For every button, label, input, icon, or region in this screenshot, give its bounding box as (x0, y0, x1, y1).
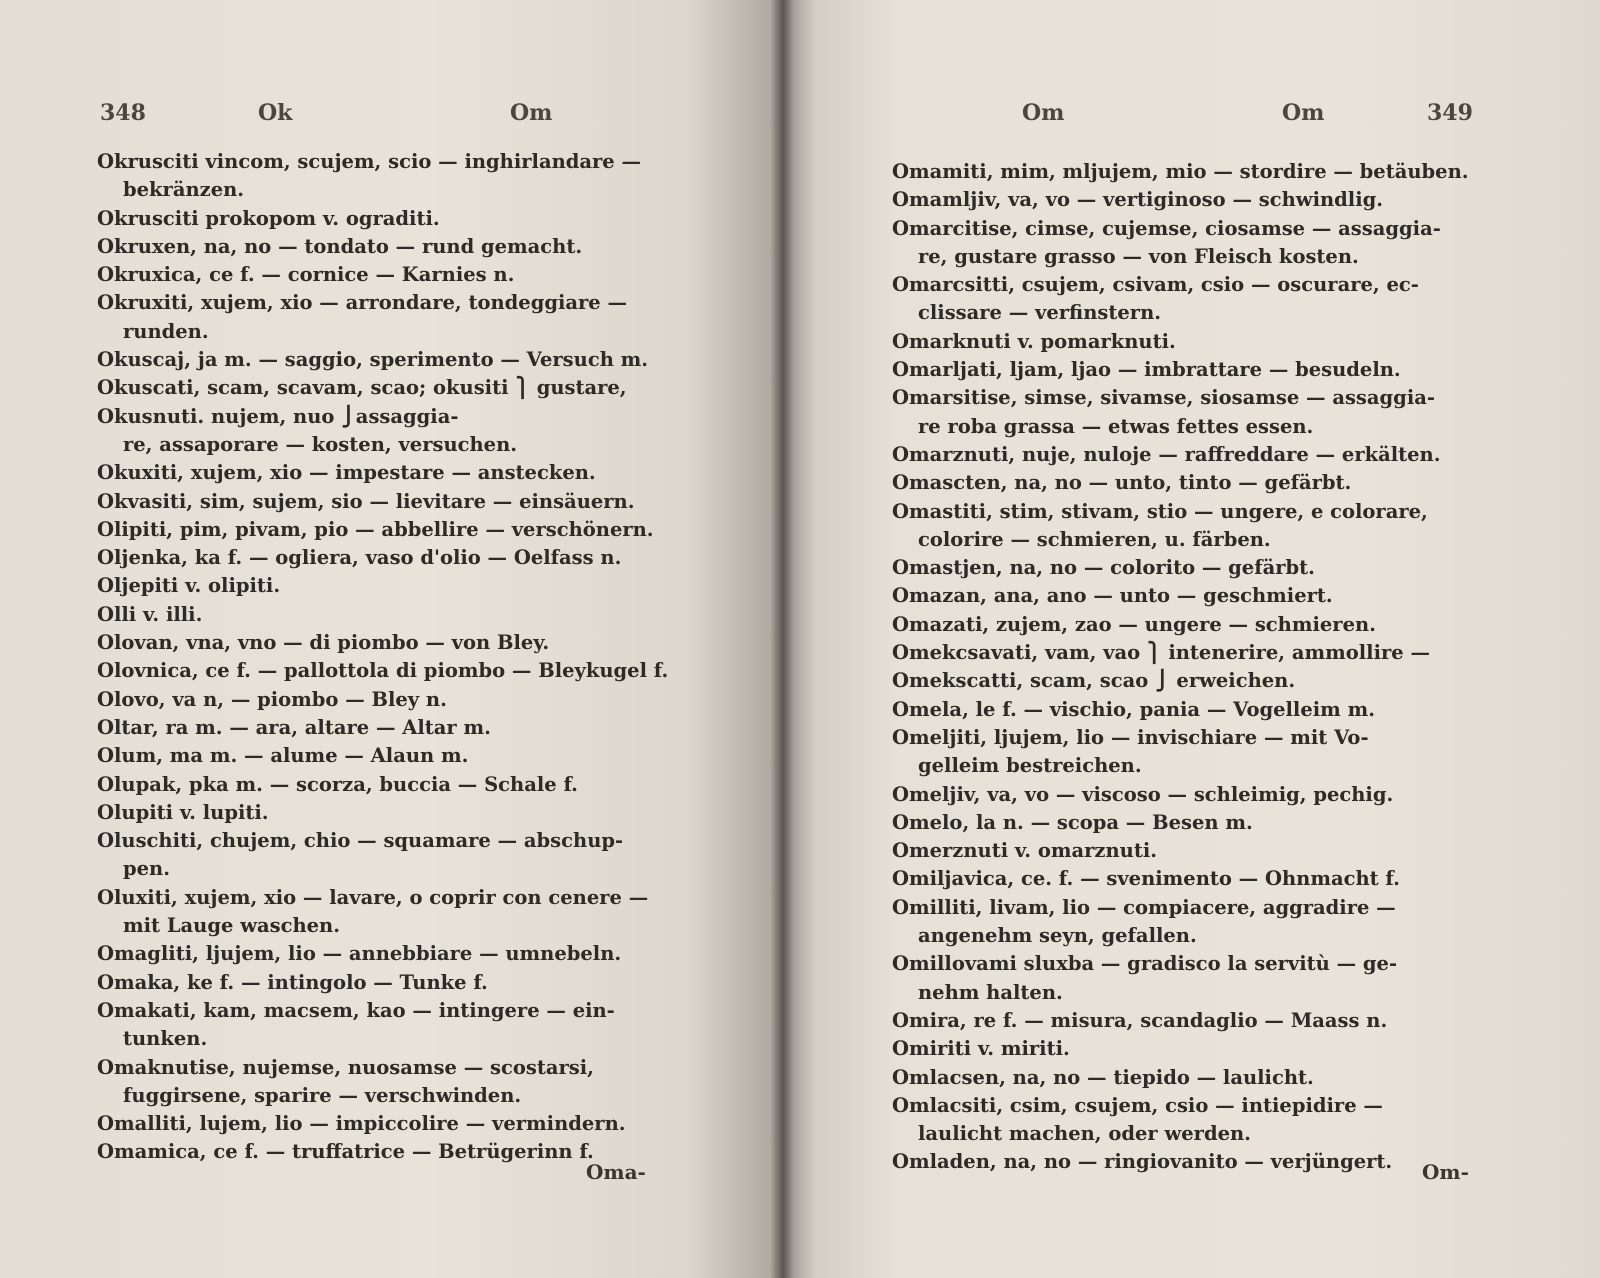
page-number-right: 349 (1427, 100, 1473, 126)
dictionary-entry-line: Omela, le f. — vischio, pania — Vogelleim m. (892, 697, 1375, 721)
dictionary-entry-line: Oltar, ra m. — ara, altare — Altar m. (97, 715, 491, 739)
dictionary-entry-line: Olum, ma m. — alume — Alaun m. (97, 744, 469, 768)
dictionary-entry-line: colorire — schmieren, u. färben. (918, 527, 1271, 551)
dictionary-entry-line: Omamica, ce f. — truffatrice — Betrügerinn f. (97, 1140, 594, 1164)
dictionary-entry-line: Omazan, ana, ano — unto — geschmiert. (892, 584, 1333, 608)
right-page (782, 0, 1600, 1278)
dictionary-entry-line: Olovan, vna, vno — di piombo — von Bley. (97, 631, 550, 655)
dictionary-entry-line: Omarcsitti, csujem, csivam, csio — oscurare, ec- (892, 273, 1419, 297)
left-head-center: Om (510, 100, 553, 126)
dictionary-entry-line: Okrusciti prokopom v. ograditi. (97, 206, 440, 230)
dictionary-entry-line: Oluxiti, xujem, xio — lavare, o coprir con cenere — (97, 885, 649, 909)
dictionary-entry-line: Omilliti, livam, lio — compiacere, aggradire — (892, 895, 1396, 919)
dictionary-entry-line: Okruxica, ce f. — cornice — Karnies n. (97, 263, 515, 287)
dictionary-entry-line: Okusnuti. nujem, nuo ⎭assaggia- (97, 404, 459, 428)
dictionary-entry-line: Omazati, zujem, zao — ungere — schmieren. (892, 612, 1376, 636)
dictionary-entry-line: tunken. (123, 1027, 208, 1051)
right-head-guideword: Om (1022, 100, 1065, 126)
dictionary-entry-line: Okuscati, scam, scavam, scao; okusiti ⎫ gustare, (97, 376, 627, 400)
book-gutter (770, 0, 794, 1278)
dictionary-entry-line: Omekscatti, scam, scao ⎭ erweichen. (892, 669, 1296, 693)
page-number-left: 348 (100, 100, 146, 126)
dictionary-entry-line: Omarsitise, simse, sivamse, siosamse — assaggia- (892, 386, 1435, 410)
dictionary-entry-line: Olupak, pka m. — scorza, buccia — Schale f. (97, 772, 578, 796)
dictionary-entry-line: Oljepiti v. olipiti. (97, 574, 281, 598)
dictionary-entry-line: fuggirsene, sparire — verschwinden. (123, 1083, 522, 1107)
dictionary-entry-line: Omiljavica, ce. f. — svenimento — Ohnmacht f. (892, 867, 1400, 891)
right-entries (892, 158, 1490, 1177)
dictionary-entry-line: Okuxiti, xujem, xio — impestare — anstecken. (97, 461, 596, 485)
dictionary-entry-line: Omamiti, mim, mljujem, mio — stordire — betäuben. (892, 160, 1469, 183)
dictionary-entry-line: Omarcitise, cimse, cujemse, ciosamse — assaggia- (892, 216, 1441, 240)
dictionary-entry-line: Omastiti, stim, stivam, stio — ungere, e colorare, (892, 499, 1428, 523)
dictionary-entry-line: Omarljati, ljam, ljao — imbrattare — besudeln. (892, 358, 1401, 382)
dictionary-entry-line: Olipiti, pim, pivam, pio — abbellire — verschönern. (97, 517, 654, 541)
dictionary-entry-line: Omagliti, ljujem, lio — annebbiare — umnebeln. (97, 942, 622, 966)
dictionary-entry-line: bekränzen. (123, 178, 245, 202)
dictionary-entry-line: clissare — verfinstern. (918, 301, 1162, 325)
dictionary-entry-line: Olli v. illi. (97, 602, 203, 626)
dictionary-entry-line: Omlacsiti, csim, csujem, csio — intiepidire — (892, 1093, 1383, 1117)
dictionary-entry-line: Omastjen, na, no — colorito — gefärbt. (892, 556, 1315, 580)
dictionary-entry-line: re, assaporare — kosten, versuchen. (123, 432, 518, 456)
dictionary-entry-line: Omakati, kam, macsem, kao — intingere — ein- (97, 998, 615, 1022)
dictionary-entry-line: Omeljiv, va, vo — viscoso — schleimig, pechig. (892, 782, 1394, 806)
dictionary-entry-line: Olovnica, ce f. — pallottola di piombo — Bleykugel f. (97, 659, 669, 683)
dictionary-entry-line: re roba grassa — etwas fettes essen. (918, 414, 1314, 438)
left-running-head (0, 100, 782, 130)
dictionary-entry-line: Okruxiti, xujem, xio — arrondare, tondeggiare — (97, 291, 627, 315)
dictionary-entry-line: Omalliti, lujem, lio — impiccolire — vermindern. (97, 1112, 626, 1136)
dictionary-entry-line: Omlacsen, na, no — tiepido — laulicht. (892, 1065, 1314, 1089)
dictionary-entry-line: Omillovami sluxba — gradisco la servitù — ge- (892, 952, 1398, 976)
dictionary-entry-line: Omarznuti, nuje, nuloje — raffreddare — erkälten. (892, 442, 1441, 466)
left-entries (97, 148, 695, 1167)
dictionary-entry-line: Okrusciti vincom, scujem, scio — inghirlandare — (97, 150, 642, 173)
dictionary-entry-line: Omekcsavati, vam, vao ⎫ intenerire, ammollire — (892, 641, 1430, 665)
dictionary-entry-line: Okvasiti, sim, sujem, sio — lievitare — einsäuern. (97, 489, 635, 513)
dictionary-entry-line: pen. (123, 857, 171, 881)
dictionary-entry-line: Omelo, la n. — scopa — Besen m. (892, 810, 1253, 834)
dictionary-entry-line: Omamljiv, va, vo — vertiginoso — schwindlig. (892, 188, 1384, 212)
dictionary-entry-line: Omarknuti v. pomarknuti. (892, 329, 1176, 353)
left-catchword: Oma- (586, 1160, 646, 1184)
right-running-head (782, 100, 1600, 130)
dictionary-entry-line: Omeljiti, ljujem, lio — invischiare — mit Vo- (892, 725, 1369, 749)
dictionary-entry-line: Omaknutise, nujemse, nuosamse — scostarsi, (97, 1055, 594, 1079)
dictionary-entry-line: Olupiti v. lupiti. (97, 800, 269, 824)
dictionary-entry-line: runden. (123, 319, 209, 343)
left-page (0, 0, 782, 1278)
dictionary-entry-line: Okruxen, na, no — tondato — rund gemacht. (97, 234, 583, 258)
dictionary-entry-line: angenehm seyn, gefallen. (918, 924, 1197, 948)
dictionary-entry-line: nehm halten. (918, 980, 1063, 1004)
dictionary-entry-line: Omladen, na, no — ringiovanito — verjüngert. (892, 1150, 1393, 1174)
right-head-center: Om (1282, 100, 1325, 126)
dictionary-entry-line: Omascten, na, no — unto, tinto — gefärbt. (892, 471, 1352, 495)
dictionary-entry-line: re, gustare grasso — von Fleisch kosten. (918, 244, 1359, 268)
dictionary-entry-line: Oluschiti, chujem, chio — squamare — abschup- (97, 829, 624, 853)
dictionary-entry-line: Omaka, ke f. — intingolo — Tunke f. (97, 970, 488, 994)
dictionary-entry-line: gelleim bestreichen. (918, 754, 1142, 778)
dictionary-entry-line: Omira, re f. — misura, scandaglio — Maass n. (892, 1008, 1388, 1032)
dictionary-entry-line: laulicht machen, oder werden. (918, 1122, 1251, 1146)
dictionary-entry-line: Omerznuti v. omarznuti. (892, 839, 1158, 863)
dictionary-entry-line: mit Lauge waschen. (123, 914, 341, 938)
dictionary-entry-line: Omiriti v. miriti. (892, 1037, 1070, 1061)
dictionary-entry-line: Okuscaj, ja m. — saggio, sperimento — Versuch m. (97, 348, 649, 372)
dictionary-entry-line: Olovo, va n, — piombo — Bley n. (97, 687, 447, 711)
left-head-guideword: Ok (258, 100, 293, 126)
dictionary-entry-line: Oljenka, ka f. — ogliera, vaso d'olio — Oelfass n. (97, 546, 622, 570)
right-catchword: Om- (1422, 1160, 1469, 1184)
